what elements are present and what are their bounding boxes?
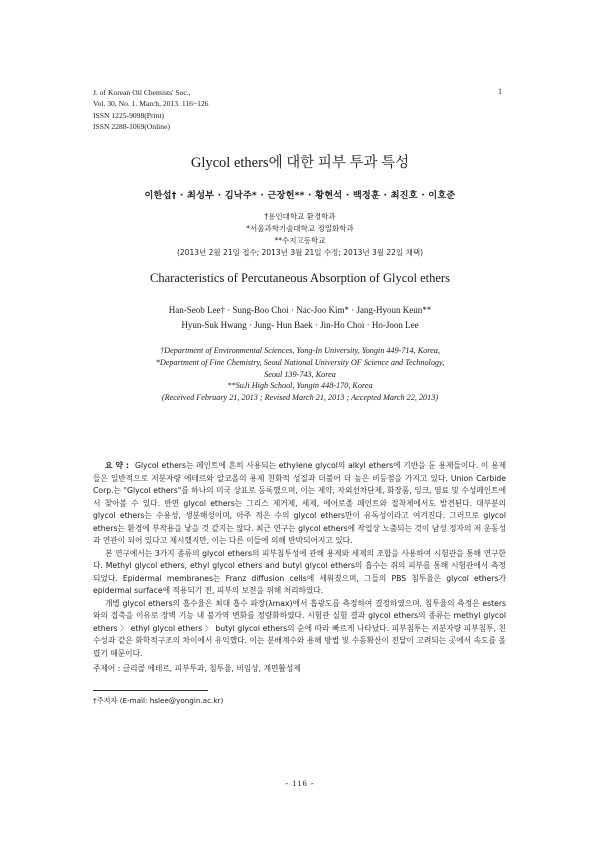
dates-korean: (2013년 2월 21일 접수; 2013년 3월 21일 수정; 2013년 3월 22일 채택) bbox=[176, 248, 423, 257]
affiliation-en-4: **SuJi High School, Yongin 448-170, Korea bbox=[227, 381, 373, 391]
dates-english: (Received February 21, 2013 ; Revised March 21, 2013 ; Accepted March 22, 2013) bbox=[161, 393, 439, 403]
authors-korean: 이한섭† · 최성부 · 김낙주* · 근장헌** · 황현석 · 백정훈 · 최진호 · 이호준 bbox=[144, 190, 456, 201]
affiliations-korean bbox=[0, 211, 600, 259]
authors-en-line-1: Han-Seob Lee† · Sung-Boo Choi · Nac-Joo Kim* · Jang-Hyoun Keun** bbox=[168, 305, 432, 315]
affiliation-ko-3: **수지고등학교 bbox=[274, 236, 326, 245]
title-english: Characteristics of Percutaneous Absorption of Glycol ethers bbox=[150, 271, 450, 285]
issn-online: ISSN 2288-1069(Online) bbox=[93, 122, 170, 132]
affiliation-en-2: *Department of Fine Chemistry, Seoul National University OF Science and Technology, bbox=[155, 357, 445, 367]
keywords: 주제어 : 글리콜 에테르, 피부투과, 침투율, 비임상, 계면활성제 bbox=[93, 664, 301, 673]
affiliation-ko-2: *서울과학기술대학교 정밀화학과 bbox=[246, 224, 354, 233]
abstract-text-1: Glycol ethers는 페인트에 흔히 사용되는 ethylene glycol의 alkyl ethers에 기반을 둔 용제들이다. 이 용제들은 일반적으로 저분자량 에테르와 알코올의 용제 친화적 성질과 더불어 더 높은 비등점을 가지고 있다. Union Carbide Corp.는 "Glycol ethers"를 하나의 미국 상표로 등록했으며, 이는 제약, 자외선차단제, 화장품, 잉크, 염료 및 수성페인트에서 찾아볼 수 있다. 반면 glycol ethers는 그리스 제거제, 세제, 에어로졸 페인트와 접착제에서도 발견된다. 대부분의 glycol ethers는 수용성, 생분해성이며, 아주 적은 수의 glycol ethers만이 유독성이라고 여겨진다. 그러므로 glycol ethers는 환경에 부작용을 낳을 것 같지는 않다. 최근 연구는 glycol ethers에 작업상 노출되는 것이 남성 정자의 저 운동성과 연관이 되어 있다고 제시했지만, 이는 다른 이들에 의해 반박되어지고 있다. bbox=[93, 461, 506, 545]
affiliation-ko-1: †용인대학교 환경학과 bbox=[264, 212, 336, 221]
page-marker: 1 bbox=[498, 87, 502, 96]
abstract bbox=[93, 460, 506, 660]
affiliation-en-1: †Department of Environmental Sciences, Yong-In University, Yongin 449-714, Korea, bbox=[160, 346, 440, 355]
abstract-paragraph-1 bbox=[93, 460, 506, 548]
page-number: - 116 - bbox=[285, 778, 315, 788]
footnote-divider bbox=[93, 690, 208, 691]
abstract-paragraph-2: 본 연구에서는 3가지 종류의 glycol ethers의 피부침투성에 관해 용제와 세제의 조합을 사용하여 시험관을 통해 연구한다. Methyl glycol ethers, ethyl glycol ethers and butyl glycol ethers의 흡수는 쥐의 피부를 통해 시험관에서 측정되었다. Epidermal membranes는 Franz diffusion cells에 세워졌으며, 그들의 PBS 침투율은 glycol ethers가 epidermal surface에 적용되기 전, 피부의 보전을 위해 처리하였다. bbox=[93, 548, 506, 595]
journal-name: J. of Korean Oil Chemists' Soc., bbox=[93, 88, 191, 97]
affiliations-english bbox=[0, 345, 600, 404]
title-korean: Glycol ethers에 대한 피부 투과 특성 bbox=[190, 155, 410, 171]
journal-volume: Vol. 30, No. 1. March, 2013. 116~126 bbox=[93, 99, 209, 109]
affiliation-en-3: Seoul 139-743, Korea bbox=[264, 369, 336, 379]
journal-info bbox=[93, 87, 208, 133]
abstract-paragraph-3: 개별 glycol ethers의 흡수율은 최대 흡수 파장(λmax)에서 흡광도를 측정하여 결정하였으며, 침투율의 측정은 esters와의 접촉을 이유로 장벽 기능 내 불가역 변화를 정량화하였다. 시험관 실험 결과 glycol ethers의 종류는 methyl glycol ethers 〉 ethyl glycol ethers 〉 butyl glycol ethers의 순에 따라 빠르게 나타났다. 피부침투는 저분자량 피부침투, 친수성과 같은 화학적구조의 차이에서 유익했다. 이는 분배계수와 용해 방법 및 수동확산이 전달이 고려되는 곳에서 속도를 올렸기 때문이다. bbox=[93, 598, 506, 658]
authors-english bbox=[0, 303, 600, 332]
abstract-label: 요 약 : bbox=[105, 461, 129, 470]
corresponding-author-footnote: †주저자 (E-mail: hslee@yongin.ac.kr) bbox=[93, 696, 224, 705]
authors-en-line-2: Hyun-Suk Hwang · Jung- Hun Baek · Jin-Ho Choi · Ho-Joon Lee bbox=[181, 319, 419, 330]
issn-print: ISSN 1225-9098(Print) bbox=[93, 110, 165, 120]
